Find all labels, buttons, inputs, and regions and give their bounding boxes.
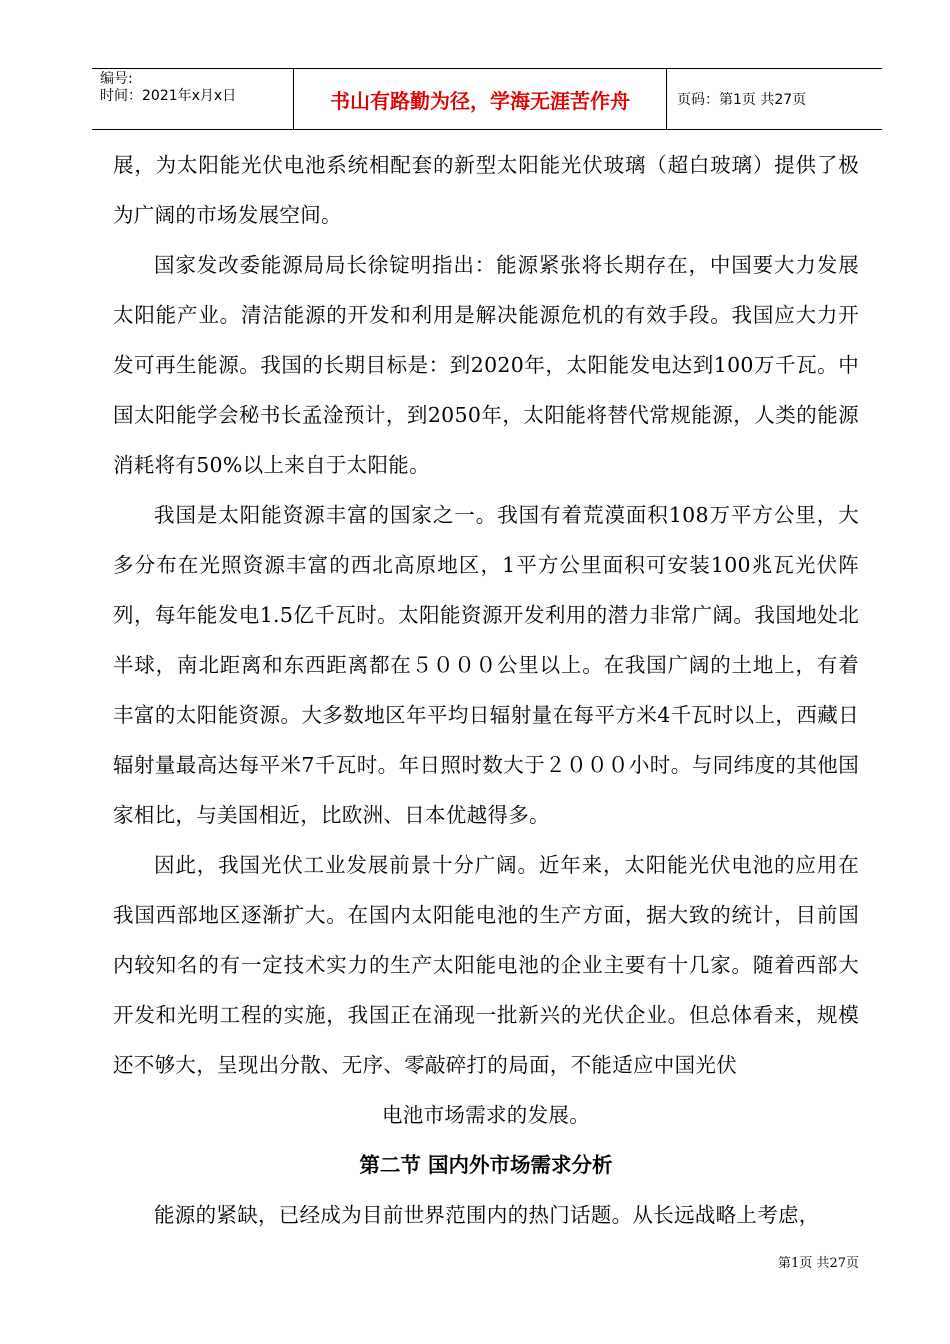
page-header (92, 68, 882, 130)
section-title: 第二节 国内外市场需求分析 (359, 1153, 613, 1177)
header-page-info: 页码：第1页 共27页 (677, 92, 807, 108)
paragraph-4: 因此，我国光伏工业发展前景十分广阔。近年来，太阳能光伏电池的应用在我国西部地区逐渐扩大。在国内太阳能电池的生产方面，据大致的统计，目前国内较知名的有一定技术实力的生产太阳能电池的企业主要有十几家。随着西部大开发和光明工程的实施，我国正在涌现一批新兴的光伏企业。但总体看来，规模还不够大，呈现出分散、无序、零敲碎打的局面，不能适应中国光伏 (113, 853, 859, 1077)
header-motto: 书山有路勤为径，学海无涯苦作舟 (294, 69, 667, 129)
page-footer: 第1页 共27页 (778, 1256, 859, 1271)
paragraph-5: 能源的紧缺，已经成为目前世界范围内的热门话题。从长远战略上考虑， (154, 1203, 820, 1227)
document-number-label: 编号: (100, 71, 133, 87)
paragraph-4-tail: 电池市场需求的发展。 (382, 1103, 590, 1127)
document-time-label: 时间：2021年x月x日 (100, 88, 237, 104)
paragraph-2: 国家发改委能源局局长徐锭明指出：能源紧张将长期存在，中国要大力发展太阳能产业。清洁能源的开发和利用是解决能源危机的有效手段。我国应大力开发可再生能源。我国的长期目标是：到2020年，太阳能发电达到100万千瓦。中国太阳能学会秘书长孟淦预计，到2050年，太阳能将替代常规能源，人类的能源消耗将有50%以上来自于太阳能。 (113, 253, 859, 477)
header-meta (92, 69, 294, 129)
document-body (113, 140, 859, 1240)
paragraph-1: 展，为太阳能光伏电池系统相配套的新型太阳能光伏玻璃（超白玻璃）提供了极为广阔的市场发展空间。 (113, 153, 859, 227)
paragraph-3: 我国是太阳能资源丰富的国家之一。我国有着荒漠面积108万平方公里，大多分布在光照资源丰富的西北高原地区，1平方公里面积可安装100兆瓦光伏阵列，每年能发电1.5亿千瓦时。太阳能资源开发利用的潜力非常广阔。我国地处北半球，南北距离和东西距离都在５０００公里以上。在我国广阔的土地上，有着丰富的太阳能资源。大多数地区年平均日辐射量在每平方米4千瓦时以上，西藏日辐射量最高达每平米7千瓦时。年日照时数大于２０００小时。与同纬度的其他国家相比，与美国相近，比欧洲、日本优越得多。 (113, 503, 859, 827)
